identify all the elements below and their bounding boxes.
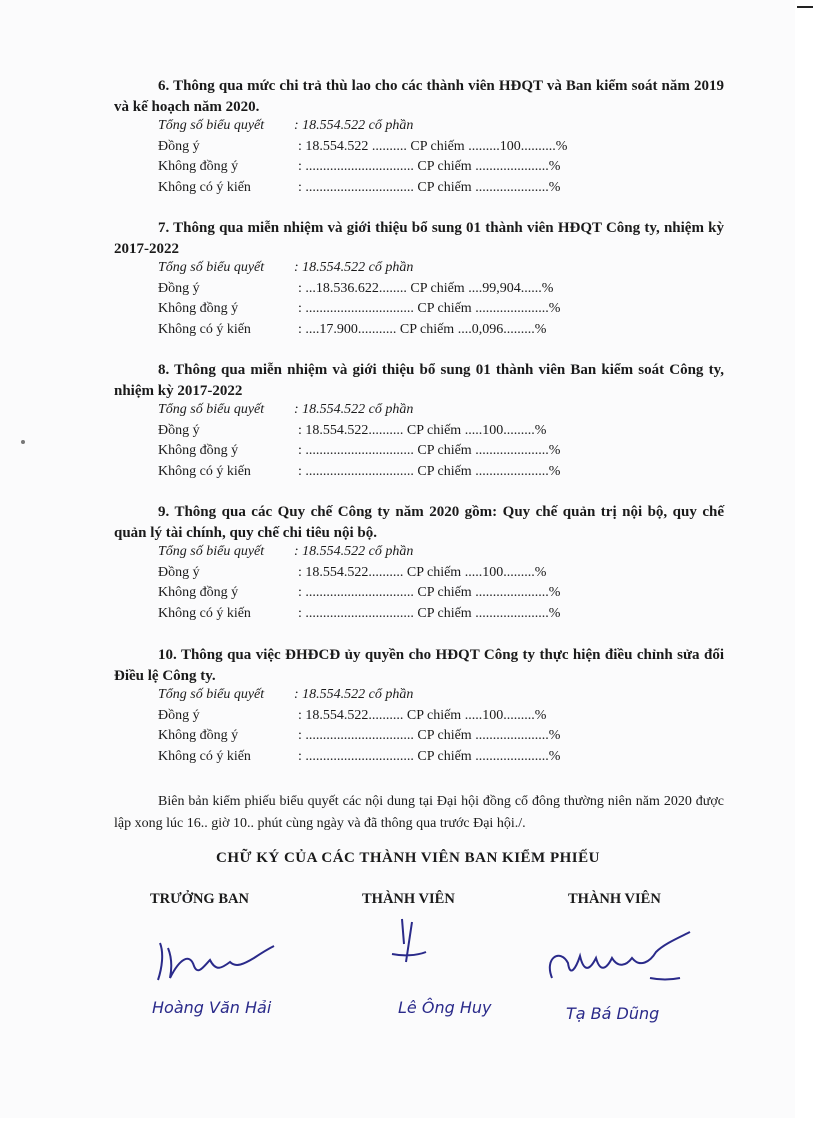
vote-row-agree: Đồng ý : 18.554.522.......... CP chiếm .....100.........% [158,564,547,580]
section-8 [114,360,724,484]
vote-row-no-opinion: Không có ý kiến : ............................... CP chiếm .....................% [158,463,561,479]
signer-name-head: Hoàng Văn Hải [152,998,272,1017]
total-row: Tổng số biểu quyết : 18.554.522 cổ phần [158,544,414,559]
vote-row-no-opinion: Không có ý kiến : ............................... CP chiếm .....................% [158,605,561,621]
section-title: 7. Thông qua miễn nhiệm và giới thiệu bổ sung 01 thành viên HĐQT Công ty, nhiệm kỳ 2017-2022 [114,220,724,257]
section-title: 8. Thông qua miễn nhiệm và giới thiệu bổ sung 01 thành viên Ban kiểm soát Công ty, nhiệm kỳ 2017-2022 [114,362,724,399]
section-title: 6. Thông qua mức chi trả thù lao cho các thành viên HĐQT và Ban kiểm soát năm 2019 và kế hoạch năm 2020. [114,78,724,115]
role-member-2: THÀNH VIÊN [568,891,661,907]
total-row: Tổng số biểu quyết : 18.554.522 cổ phần [158,260,414,275]
vote-row-disagree: Không đồng ý : ............................... CP chiếm .....................% [158,443,561,458]
signature-head [150,928,280,988]
role-head: TRƯỞNG BAN [150,891,249,907]
signature-title: CHỮ KÝ CỦA CÁC THÀNH VIÊN BAN KIỂM PHIẾU [216,850,600,866]
vote-row-disagree: Không đồng ý : ............................... CP chiếm .....................% [158,728,561,743]
vote-row-disagree: Không đồng ý : ............................... CP chiếm .....................% [158,159,561,174]
section-title: 9. Thông qua các Quy chế Công ty năm 2020 gồm: Quy chế quản trị nội bộ, quy chế quản lý tài chính, quy chế chi tiêu nội bộ. [114,504,724,541]
signature-member-1 [382,914,442,974]
total-row: Tổng số biểu quyết : 18.554.522 cổ phần [158,687,414,702]
signer-name-member-2: Tạ Bá Dũng [566,1004,660,1023]
vote-row-disagree: Không đồng ý : ............................... CP chiếm .....................% [158,301,561,316]
vote-row-disagree: Không đồng ý : ............................... CP chiếm .....................% [158,585,561,600]
scan-speck [21,440,25,444]
closing-paragraph: Biên bản kiểm phiếu biểu quyết các nội dung tại Đại hội đồng cổ đông thường niên năm 2020 được lập xong lúc 16.. giờ 10.. phút cùng ngày và đã thông qua trước Đại hội./. [114,794,724,831]
vote-row-agree: Đồng ý : 18.554.522 .......... CP chiếm .........100..........% [158,138,568,154]
signer-name-member-1: Lê Ông Huy [398,998,492,1017]
total-row: Tổng số biểu quyết : 18.554.522 cổ phần [158,118,414,133]
vote-row-agree: Đồng ý : 18.554.522.......... CP chiếm .....100.........% [158,422,547,438]
section-6 [114,76,724,200]
total-row: Tổng số biểu quyết : 18.554.522 cổ phần [158,402,414,417]
signature-member-2 [540,928,710,998]
vote-row-agree: Đồng ý : 18.554.522.......... CP chiếm .....100.........% [158,707,547,723]
vote-row-no-opinion: Không có ý kiến : ....17.900........... CP chiếm ....0,096.........% [158,321,547,337]
edge-mark [797,6,813,8]
role-member-1: THÀNH VIÊN [362,891,455,907]
section-9 [114,502,724,626]
vote-row-no-opinion: Không có ý kiến : ............................... CP chiếm .....................% [158,748,561,764]
section-title: 10. Thông qua việc ĐHĐCĐ ủy quyền cho HĐQT Công ty thực hiện điều chỉnh sửa đổi Điều lệ Công ty. [114,647,724,684]
vote-row-agree: Đồng ý : ...18.536.622........ CP chiếm ....99,904......% [158,280,554,296]
section-10 [114,645,724,769]
section-7 [114,218,724,342]
vote-row-no-opinion: Không có ý kiến : ............................... CP chiếm .....................% [158,179,561,195]
